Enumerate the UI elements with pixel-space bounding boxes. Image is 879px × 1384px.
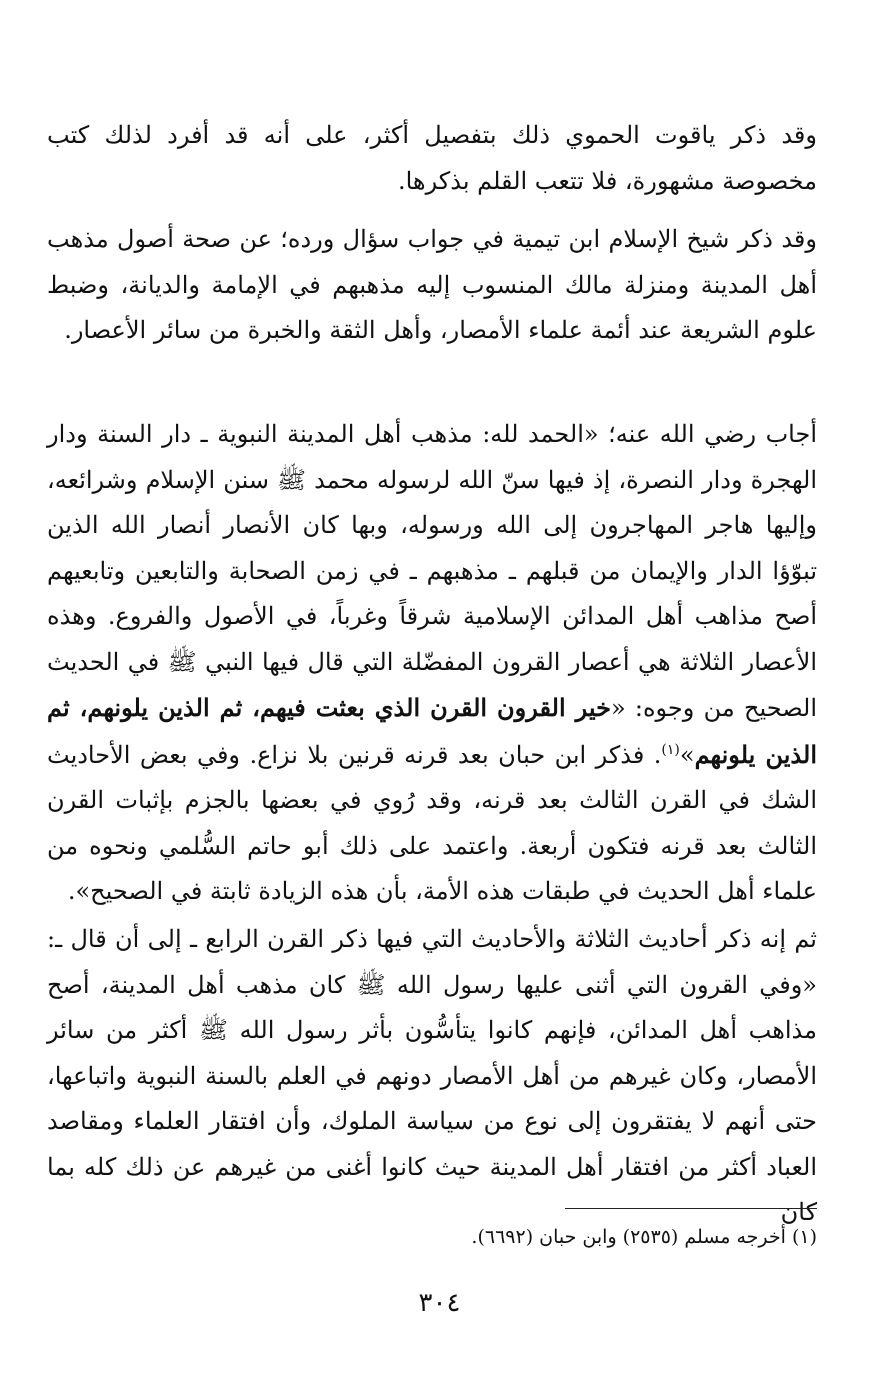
footnote bbox=[47, 1222, 817, 1252]
paragraph-3 bbox=[47, 412, 817, 915]
paragraph-4 bbox=[47, 917, 817, 1236]
paragraph-1 bbox=[47, 113, 817, 204]
footnote-divider bbox=[565, 1208, 817, 1209]
paragraph-4-text: ثم إنه ذكر أحاديث الثلاثة والأحاديث التي فيها ذكر القرن الرابع ـ إلى أن قال ـ: «وفي القرون التي أثنى عليها رسول الله ﷺ كان مذهب أهل المدينة، أصح مذاهب أهل المدائن، فإنهم كانوا يتأسُّون بأثر رسول الله ﷺ أكثر من سائر الأمصار، وكان غيرهم من أهل الأمصار دونهم في العلم بالسنة النبوية واتباعها، حتى أنهم لا يفتقرون إلى نوع من سياسة الملوك، وأن افتقار العلماء ومقاصد العباد أكثر من افتقار أهل المدينة حيث كانوا أغنى من غيرهم عن ذلك كله بما كان bbox=[47, 925, 817, 1226]
hadith-quote: خير القرون القرن الذي بعثت فيهم، ثم الذين يلونهم، ثم الذين يلونهم bbox=[47, 693, 817, 769]
page-number: ٣٠٤ bbox=[418, 1288, 461, 1318]
footnote-reference[interactable]: (١) bbox=[661, 741, 680, 758]
paragraph-2 bbox=[47, 217, 817, 354]
quote-close-mark: » bbox=[679, 740, 695, 769]
paragraph-2-text: وقد ذكر شيخ الإسلام ابن تيمية في جواب سؤال ورده؛ عن صحة أصول مذهب أهل المدينة ومنزلة مالك المنسوب إليه مذهبهم في الإمامة والديانة، وضبط علوم الشريعة عند أئمة علماء الأمصار، وأهل الثقة والخبرة من سائر الأعصار. bbox=[47, 225, 817, 344]
footnote-text: (١) أخرجه مسلم (٢٥٣٥) وابن حبان (٦٦٩٢). bbox=[471, 1226, 817, 1248]
paragraph-1-text: وقد ذكر ياقوت الحموي ذلك بتفصيل أكثر، على أنه قد أفرد لذلك كتب مخصوصة مشهورة، فلا تتعب القلم بذكرها. bbox=[47, 121, 817, 195]
paragraph-3-text-start: أجاب رضي الله عنه؛ «الحمد لله: مذهب أهل المدينة النبوية ـ دار السنة ودار الهجرة ودار النصرة، إذ فيها سنّ الله لرسوله محمد ﷺ سنن الإسلام وشرائعه، وإليها هاجر المهاجرون إلى الله ورسوله، وبها كان الأنصار أنصار الله الذين تبوّؤا الدار والإيمان من قبلهم ـ مذهبهم ـ في زمن الصحابة والتابعين وتابعيهم أصح مذاهب أهل المدائن الإسلامية شرقاً وغرباً، في الأصول والفروع. وهذه الأعصار الثلاثة هي أعصار القرون المفضّلة التي قال فيها النبي ﷺ في الحديث الصحيح من وجوه: « bbox=[47, 420, 818, 722]
paragraph-3-text-end: . فذكر ابن حبان بعد قرنه قرنين بلا نزاع. وفي بعض الأحاديث الشك في القرن الثالث بعد قرنه، وقد رُوي في بعضها بالجزم بإثبات القرن الثالث بعد قرنه فتكون أربعة. واعتمد على ذلك أبو حاتم السُّلمي ونحوه من علماء أهل الحديث في طبقات هذه الأمة، بأن هذه الزيادة ثابتة في الصحيح». bbox=[47, 740, 817, 905]
